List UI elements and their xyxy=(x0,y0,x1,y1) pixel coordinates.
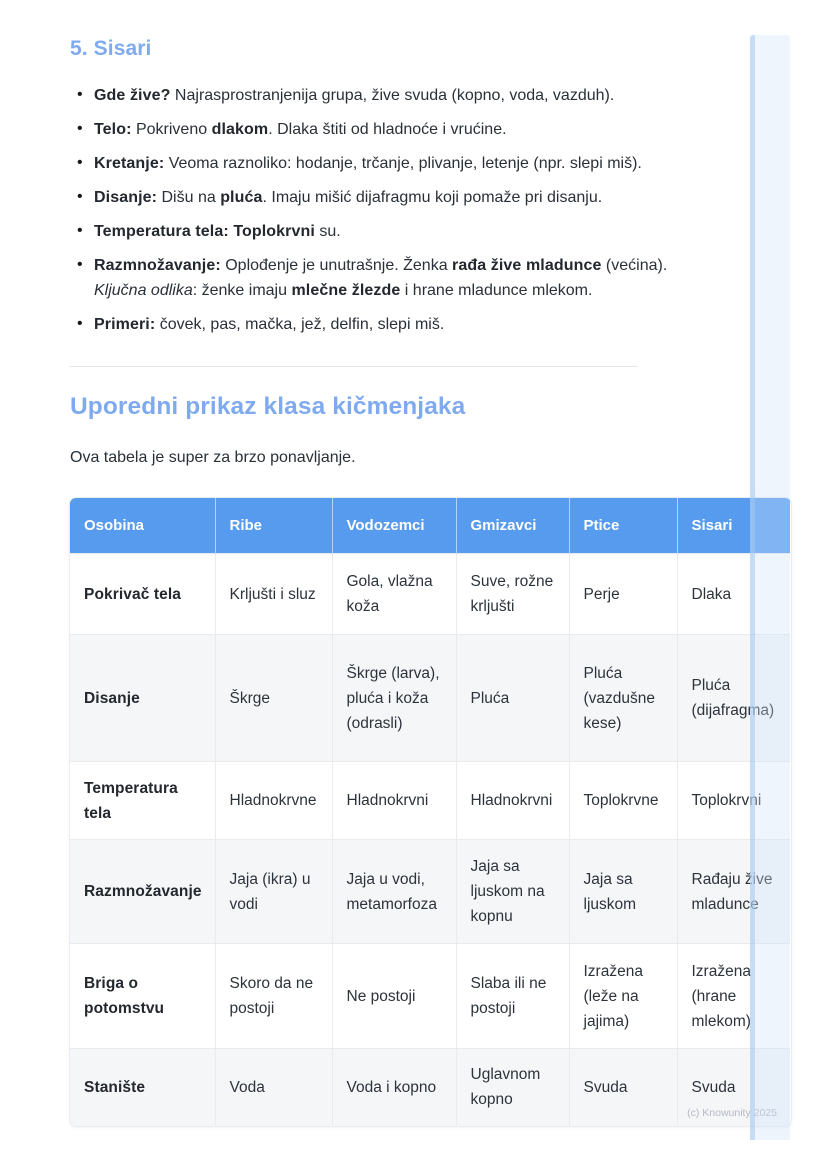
table-cell: Voda i kopno xyxy=(332,1049,456,1126)
bullet-text: čovek, pas, mačka, jež, delfin, slepi miš. xyxy=(155,316,445,333)
bullet-item xyxy=(94,312,716,337)
section-title: 5. Sisari xyxy=(70,37,152,60)
bullet-item xyxy=(94,185,716,210)
bullet-item xyxy=(94,117,716,142)
row-feature-label: Disanje xyxy=(70,635,215,762)
table-cell: Pluća (vazdušne kese) xyxy=(569,635,677,762)
table-cell: Pluća xyxy=(456,635,569,762)
table-cell: Izražena (hrane mlekom) xyxy=(677,944,790,1049)
bullet-bold-text: dlakom xyxy=(211,121,269,138)
bullet-bold-text: Razmnožavanje: xyxy=(94,257,221,274)
table-cell: Izražena (leže na jajima) xyxy=(569,944,677,1049)
table-cell: Hladnokrvne xyxy=(215,762,332,840)
table-row xyxy=(70,944,790,1049)
column-header: Ribe xyxy=(215,498,332,554)
table-cell: Rađaju žive mladunce xyxy=(677,840,790,944)
bullet-text: Oplođenje je unutrašnje. Ženka xyxy=(220,257,453,274)
bullet-text: . Dlaka štiti od hladnoće i vrućine. xyxy=(268,121,507,138)
bullet-bold-text: mlečne žlezde xyxy=(291,282,401,299)
watermark: (c) Knowunity 2025 xyxy=(687,1106,777,1119)
bullet-text: Najrasprostranjenija grupa, žive svuda (kopno, voda, vazduh). xyxy=(170,87,615,104)
table-cell: Pluća (dijafragma) xyxy=(677,635,790,762)
table-cell: Voda xyxy=(215,1049,332,1126)
table-cell: Slaba ili ne postoji xyxy=(456,944,569,1049)
table-cell: Škrge (larva), pluća i koža (odrasli) xyxy=(332,635,456,762)
table-cell: Hladnokrvni xyxy=(332,762,456,840)
bullet-item xyxy=(94,253,716,303)
table-cell: Ne postoji xyxy=(332,944,456,1049)
column-header: Vodozemci xyxy=(332,498,456,554)
bullet-bold-text: pluća xyxy=(220,189,263,206)
bullet-bold-text: rađa žive mladunce xyxy=(452,257,602,274)
table-cell: Toplokrvne xyxy=(569,762,677,840)
table-cell: Svuda xyxy=(569,1049,677,1126)
bullet-text: su. xyxy=(314,223,341,240)
row-feature-label: Pokrivač tela xyxy=(70,554,215,635)
table-cell: Jaja (ikra) u vodi xyxy=(215,840,332,944)
table-cell: Svuda xyxy=(677,1049,790,1126)
bullet-bold-text: Telo: xyxy=(94,121,132,138)
bullet-item xyxy=(94,151,716,176)
table-cell: Gola, vlažna koža xyxy=(332,554,456,635)
table-cell: Škrge xyxy=(215,635,332,762)
table-cell: Dlaka xyxy=(677,554,790,635)
table-row xyxy=(70,635,790,762)
table-cell: Uglavnom kopno xyxy=(456,1049,569,1126)
bullet-bold-text: Disanje: xyxy=(94,189,158,206)
table-cell: Suve, rožne krljušti xyxy=(456,554,569,635)
row-feature-label: Temperatura tela xyxy=(70,762,215,840)
table-cell: Toplokrvni xyxy=(677,762,790,840)
bullet-list xyxy=(70,83,792,337)
column-header: Gmizavci xyxy=(456,498,569,554)
bullet-item xyxy=(94,83,716,108)
bullet-bold-text: Primeri: xyxy=(94,316,156,333)
bullet-text: Veoma raznoliko: hodanje, trčanje, plivanje, letenje (npr. slepi miš). xyxy=(164,155,642,172)
table-row xyxy=(70,840,790,944)
row-feature-label: Briga o potomstvu xyxy=(70,944,215,1049)
table-cell: Skoro da ne postoji xyxy=(215,944,332,1049)
row-feature-label: Stanište xyxy=(70,1049,215,1126)
bullet-bold-text: Temperatura tela: Toplokrvni xyxy=(94,223,315,240)
column-header: Sisari xyxy=(677,498,790,554)
row-feature-label: Razmnožavanje xyxy=(70,840,215,944)
bullet-text: : ženke imaju xyxy=(192,282,292,299)
table-cell: Krljušti i sluz xyxy=(215,554,332,635)
table-cell: Perje xyxy=(569,554,677,635)
section-divider xyxy=(70,366,637,367)
bullet-text: . Imaju mišić dijafragmu koji pomaže pri disanju. xyxy=(262,189,603,206)
column-header: Ptice xyxy=(569,498,677,554)
table-cell: Jaja u vodi, metamorfoza xyxy=(332,840,456,944)
bullet-bold-text: Kretanje: xyxy=(94,155,165,172)
bullet-italic-text: Ključna odlika xyxy=(94,282,193,299)
comparison-intro: Ova tabela je super za brzo ponavljanje. xyxy=(70,449,356,466)
notes-content xyxy=(70,36,792,1126)
table-row xyxy=(70,1049,790,1126)
table-header-row xyxy=(70,498,790,554)
bullet-text: Dišu na xyxy=(157,189,221,206)
comparison-title: Uporedni prikaz klasa kičmenjaka xyxy=(70,393,466,420)
column-header: Osobina xyxy=(70,498,215,554)
comparison-table-container xyxy=(70,498,791,1126)
bullet-text: (većina). xyxy=(601,257,668,274)
comparison-table xyxy=(70,498,790,1126)
bullet-text: i hrane mladunce mlekom. xyxy=(400,282,593,299)
table-row xyxy=(70,762,790,840)
bullet-item xyxy=(94,219,716,244)
table-row xyxy=(70,554,790,635)
table-cell: Hladnokrvni xyxy=(456,762,569,840)
bullet-text: Pokriveno xyxy=(131,121,212,138)
bullet-bold-text: Gde žive? xyxy=(94,87,171,104)
table-cell: Jaja sa ljuskom na kopnu xyxy=(456,840,569,944)
table-cell: Jaja sa ljuskom xyxy=(569,840,677,944)
